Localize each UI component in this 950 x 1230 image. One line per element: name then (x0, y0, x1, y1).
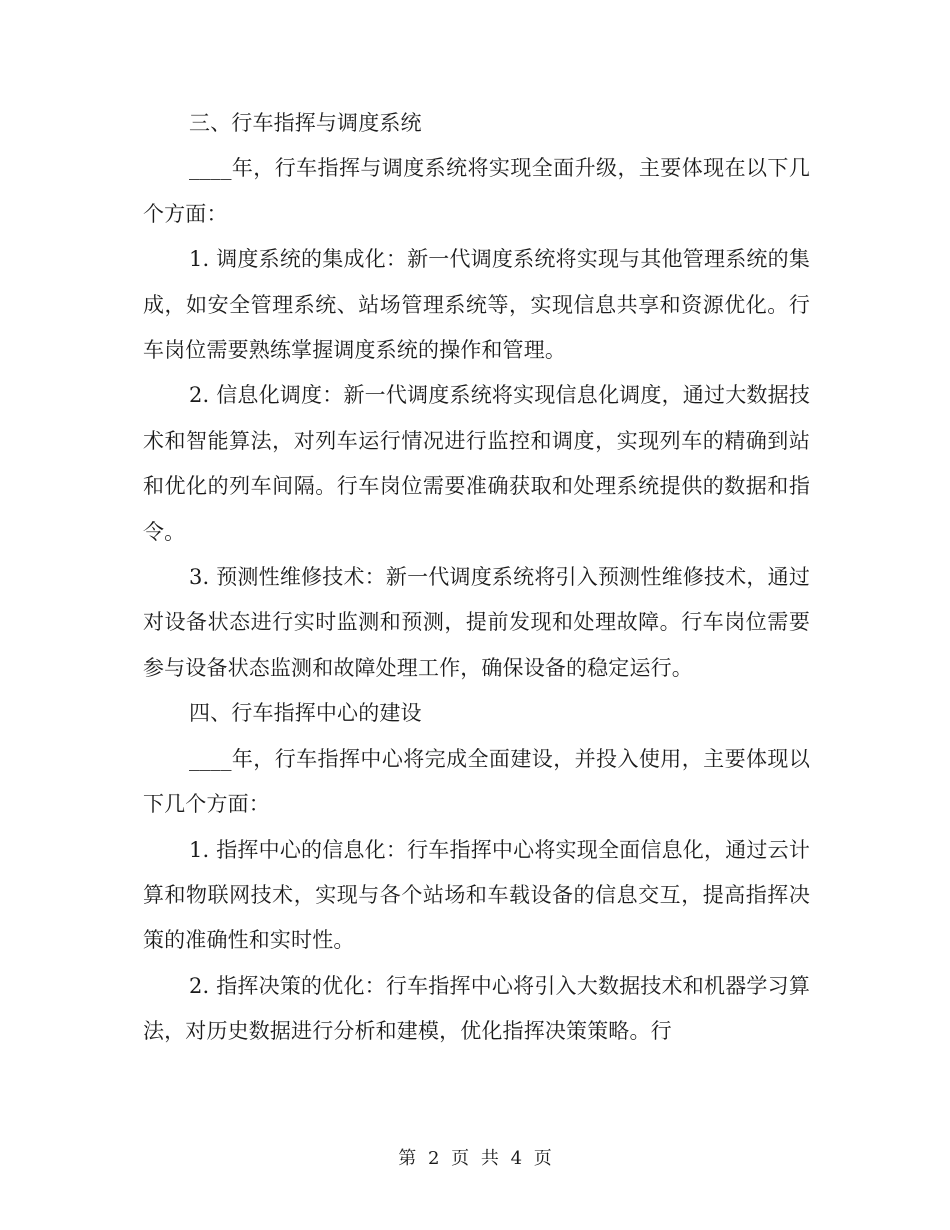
section-3-intro: ____年，行车指挥与调度系统将实现全面升级，主要体现在以下几个方面： (143, 156, 810, 226)
section-heading-3: 三、行车指挥与调度系统 (189, 111, 422, 135)
page-footer: 第 2 页 共 4 页 (398, 1148, 552, 1169)
section-3-item-1: 1. 调度系统的集成化：新一代调度系统将实现与其他管理系统的集成，如安全管理系统、站场管理系统等，实现信息共享和资源优化。行车岗位需要熟练掌握调度系统的操作和管理。 (143, 247, 810, 363)
section-3-item-3: 3. 预测性维修技术：新一代调度系统将引入预测性维修技术，通过对设备状态进行实时监测和预测，提前发现和处理故障。行车岗位需要参与设备状态监测和故障处理工作，确保设备的稳定运行。 (143, 565, 810, 680)
section-4-intro: ____年，行车指挥中心将完成全面建设，并投入使用，主要体现以下几个方面： (143, 746, 810, 817)
section-4-item-1: 1. 指挥中心的信息化：行车指挥中心将实现全面信息化，通过云计算和物联网技术，实现与各个站场和车载设备的信息交互，提高指挥决策的准确性和实时性。 (143, 837, 810, 953)
section-heading-4: 四、行车指挥中心的建设 (189, 701, 422, 726)
section-4-item-2: 2. 指挥决策的优化：行车指挥中心将引入大数据技术和机器学习算法，对历史数据进行分析和建模，优化指挥决策策略。行 (143, 973, 810, 1044)
section-3-item-2: 2. 信息化调度：新一代调度系统将实现信息化调度，通过大数据技术和智能算法，对列车运行情况进行监控和调度，实现列车的精确到站和优化的列车间隔。行车岗位需要准确获取和处理系统提供的数据和指令。 (143, 383, 810, 544)
document-body (143, 101, 810, 1055)
